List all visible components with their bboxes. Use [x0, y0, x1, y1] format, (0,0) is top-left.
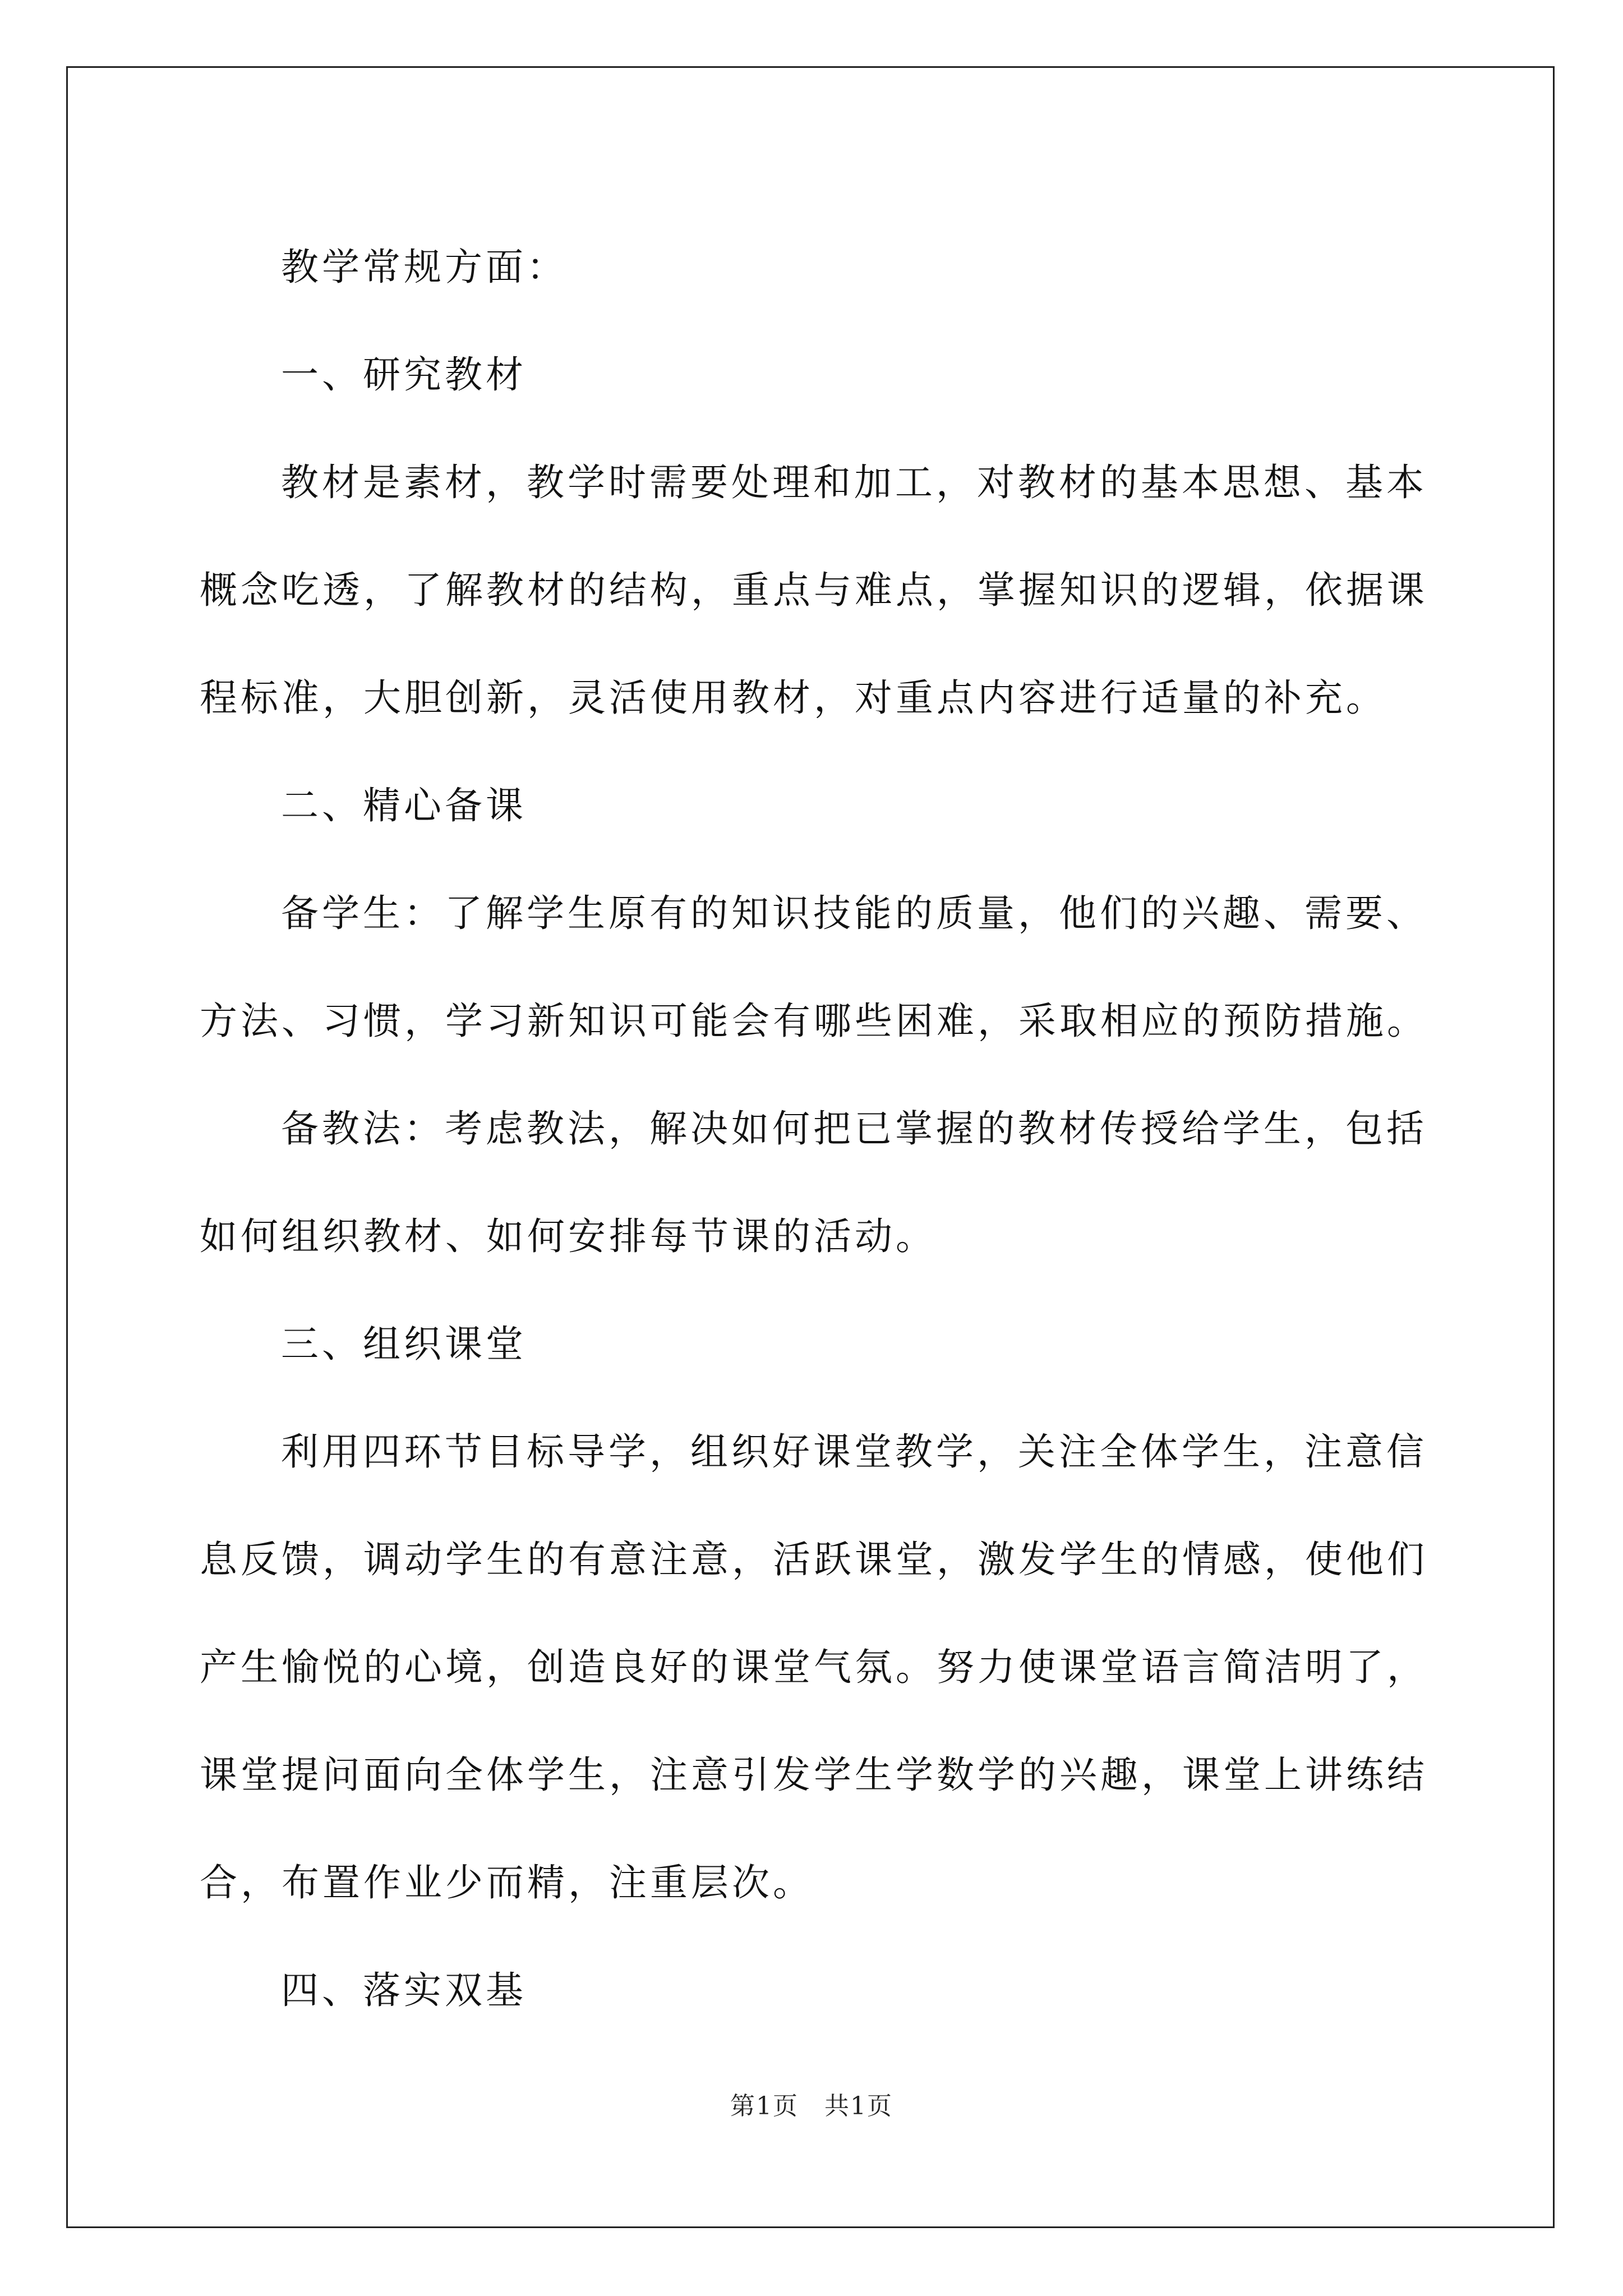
heading-implement-basics: 四、落实双基	[281, 1968, 527, 2012]
paragraph-organize-classroom: 利用四环节目标导学，组织好课堂教学，关注全体学生，注意信息反馈，调动学生的有意注意，活跃课堂，激发学生的情感，使他们产生愉悦的心境，创造良好的课堂气氛。努力使课堂语言简洁明了，课堂提问面向全体学生，注意引发学生学数学的兴趣，课堂上讲练结合，布置作业少而精，注重层次。	[200, 1430, 1428, 1904]
paragraph-prepare-methods: 备教法：考虑教法，解决如何把已掌握的教材传授给学生，包括如何组织教材、如何安排每节课的活动。	[200, 1107, 1427, 1258]
paragraph-prepare-students: 备学生：了解学生原有的知识技能的质量，他们的兴趣、需要、方法、习惯，学习新知识可能会有哪些困难，采取相应的预防措施。	[200, 891, 1428, 1043]
heading-study-textbook: 一、研究教材	[281, 353, 527, 397]
heading-organize-classroom: 三、组织课堂	[281, 1322, 527, 1366]
heading-prepare-lessons: 二、精心备课	[281, 784, 527, 827]
document-body	[200, 213, 1439, 2044]
section-intro: 教学常规方面：	[281, 245, 568, 289]
page-number-footer: 第1页 共1页	[730, 2092, 893, 2120]
paragraph-textbook: 教材是素材，教学时需要处理和加工，对教材的基本思想、基本概念吃透，了解教材的结构，重点与难点，掌握知识的逻辑，依据课程标准，大胆创新，灵活使用教材，对重点内容进行适量的补充。	[200, 461, 1428, 720]
